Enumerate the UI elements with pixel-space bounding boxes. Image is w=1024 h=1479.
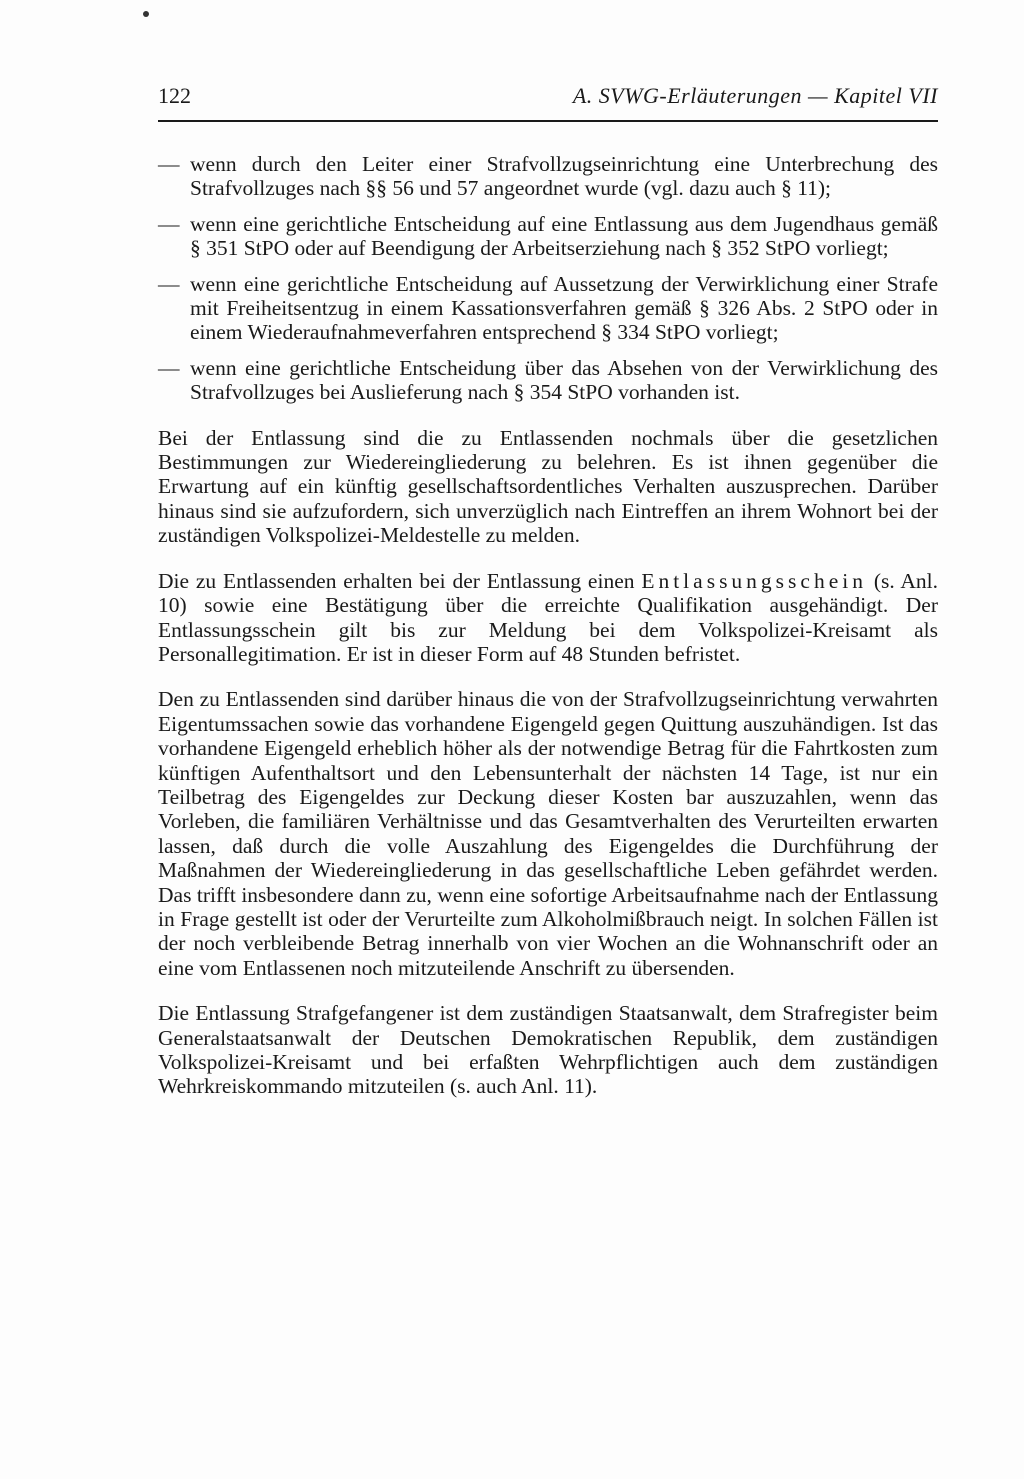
list-item bbox=[158, 212, 938, 261]
running-head: A. SVWG-Erläuterungen — Kapitel VII bbox=[572, 83, 938, 108]
page-body bbox=[158, 152, 938, 1120]
list-item bbox=[158, 356, 938, 405]
list-item bbox=[158, 272, 938, 345]
emphasized-term: Entlassungsschein bbox=[641, 568, 867, 593]
paragraph-notification: Die Entlassung Strafgefangener ist dem zuständigen Staatsanwalt, dem Strafregister beim Generalstaatsanwalt der Deutschen Demokratischen Republik, dem zuständigen Volkspolizei-Kreisamt und bei erfaßten Wehrpflichtigen auch dem zuständigen Wehrkreiskommando mitzuteilen (s. auch Anl. 11). bbox=[158, 1001, 938, 1099]
paragraph-release-certificate bbox=[158, 569, 938, 667]
list-item-text: wenn eine gerichtliche Entscheidung auf eine Entlassung aus dem Jugendhaus gemäß § 351 StPO oder auf Beendigung der Arbeitserziehung nach § 352 StPO vorliegt; bbox=[190, 211, 938, 261]
paragraph-text: Die zu Entlassenden erhalten bei der Entlassung einen bbox=[158, 568, 642, 593]
list-item-text: wenn durch den Leiter einer Strafvollzugseinrichtung eine Unterbrechung des Strafvollzuges nach §§ 56 und 57 angeordnet wurde (vgl. dazu auch § 11); bbox=[190, 152, 938, 201]
header-rule bbox=[158, 120, 938, 122]
paragraph-text: (s. Anl. 10) sowie eine Bestätigung über die erreichte Qualifikation ausgehändigt. Der Entlassungsschein gilt bis zur Meldung bei dem Volkspolizei-Kreisamt als Personallegitimation. Er ist in dieser Form auf 48 Stunden befristet. bbox=[158, 568, 938, 666]
paragraph-property-and-money: Den zu Entlassenden sind darüber hinaus die von der Strafvollzugseinrichtung verwahrten Eigentumssachen sowie das vorhandene Eigengeld gegen Quittung auszuhändigen. Ist das vorhandene Eigengeld erheblich höher als der notwendige Betrag für die Fahrtkosten zum künftigen Aufenthaltsort und den Lebensunterhalt der nächsten 14 Tage, ist nur ein Teilbetrag des Eigengeldes zur Deckung dieser Kosten bar auszuzahlen, wenn das Vorleben, die familiären Verhältnisse und das Gesamtverhalten des Verurteilten erwarten lassen, daß durch die volle Auszahlung des Eigengeldes die Durchführung der Maßnahmen der Wiedereingliederung in das gesellschaftliche Leben gefährdet werden. Das trifft insbesondere dann zu, wenn eine sofortige Arbeitsaufnahme nach der Entlassung in Frage gestellt ist oder der Verurteilte zum Alkoholmißbrauch neigt. In solchen Fällen ist der noch verbleibende Betrag innerhalb von vier Wochen an die Wohnanschrift oder an eine vom Entlassenen noch mitzuteilende Anschrift zu übersenden. bbox=[158, 687, 938, 980]
bullet-list bbox=[158, 152, 938, 405]
page-number: 122 bbox=[158, 83, 191, 108]
dash-marker: — bbox=[158, 152, 180, 176]
dash-marker: — bbox=[158, 355, 180, 380]
stray-dot-mark bbox=[143, 11, 149, 17]
page-header bbox=[158, 83, 938, 113]
list-item-text: wenn eine gerichtliche Entscheidung auf Aussetzung der Verwirklichung einer Strafe mit Freiheitsentzug in einem Kassationsverfahren gemäß § 326 Abs. 2 StPO oder in einem Wiederaufnahmeverfahren entsprechend § 334 StPO vorliegt; bbox=[190, 271, 938, 345]
paragraph-release-instructions: Bei der Entlassung sind die zu Entlassenden nochmals über die gesetzlichen Bestimmungen zur Wiedereingliederung zu belehren. Es ist ihnen gegenüber die Erwartung auf ein künftig gesellschaftsordentliches Verhalten auszusprechen. Darüber hinaus sind sie aufzufordern, sich unverzüglich nach Eintreffen an ihrem Wohnort bei der zuständigen Volkspolizei-Meldestelle zu melden. bbox=[158, 425, 938, 548]
list-item-text: wenn eine gerichtliche Entscheidung über das Absehen von der Verwirklichung des Strafvollzuges bei Auslieferung nach § 354 StPO vorhanden ist. bbox=[190, 355, 938, 405]
dash-marker: — bbox=[158, 211, 180, 236]
list-item bbox=[158, 152, 938, 201]
dash-marker: — bbox=[158, 271, 180, 296]
